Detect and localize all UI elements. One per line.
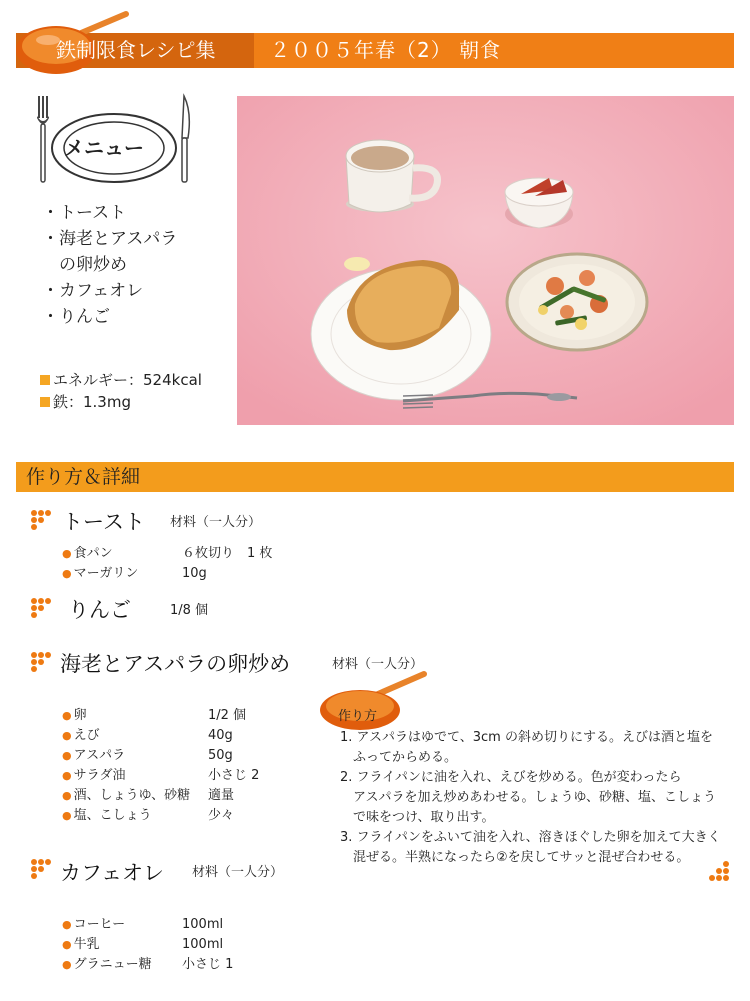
method-step-line: 3. フライパンをふいて油を入れ、溶きほぐした卵を加えて大きく xyxy=(340,830,721,845)
recipe-note-cafe: 材料（一人分） xyxy=(192,865,284,880)
ingredient-row: ● コーヒー 100ml xyxy=(62,917,224,932)
menu-item: ・トースト xyxy=(42,203,127,223)
bullet-dot-icon: ● xyxy=(62,769,72,782)
page-subtitle: ２００５年春（2） 朝食 xyxy=(270,38,502,62)
menu-item: ・海老とアスパラ xyxy=(42,229,178,249)
nutrition-energy: エネルギー：524kcal xyxy=(40,369,202,391)
recipe-note-shrimp: 材料（一人分） xyxy=(332,657,424,672)
bullet-dot-icon: ● xyxy=(62,918,72,931)
breakfast-photo xyxy=(237,96,734,425)
ingredient-row: ● サラダ油 小さじ 2 xyxy=(62,768,260,783)
ingredient-row: ● 牛乳 100ml xyxy=(62,937,224,952)
bullet-dot-icon: ● xyxy=(62,789,72,802)
bullet-dot-icon: ● xyxy=(62,958,72,971)
menu-item: の卵炒め xyxy=(42,255,127,275)
method-steps xyxy=(340,728,740,868)
method-step-line: ふってからめる。 xyxy=(340,750,458,765)
method-label: 作り方 xyxy=(338,709,378,724)
bullet-dot-icon: ● xyxy=(62,709,72,722)
ingredient-row: ● えび 40g xyxy=(62,728,233,743)
orange-dots-icon xyxy=(30,509,52,531)
ingredient-row: ● 酒、しょうゆ、砂糖 適量 xyxy=(62,788,235,803)
orange-dots-corner-icon xyxy=(704,860,730,886)
menu-list xyxy=(42,200,177,330)
recipe-note-toast: 材料（一人分） xyxy=(170,515,262,530)
method-step-line: 1. アスパラはゆでて、3cm の斜め切りにする。えびは酒と塩を xyxy=(340,730,713,745)
menu-label: メニュー xyxy=(64,136,144,160)
page-title: 鉄制限食レシピ集 xyxy=(56,38,216,62)
ingredient-row: ● グラニュー糖 小さじ 1 xyxy=(62,957,234,972)
nutrition-iron: 鉄：1.3mg xyxy=(40,391,131,413)
method-step-line: 2. フライパンに油を入れ、えびを炒める。色が変わったら xyxy=(340,770,682,785)
ingredient-row: ● 卵 1/2 個 xyxy=(62,708,247,723)
method-step-line: 混ぜる。半熟になったら②を戻してサッと混ぜ合わせる。 xyxy=(340,850,690,865)
bullet-dot-icon: ● xyxy=(62,938,72,951)
ingredient-row: ● 食パン ６枚切り 1 枚 xyxy=(62,546,273,561)
bullet-dot-icon: ● xyxy=(62,567,72,580)
ingredient-row: ● 塩、こしょう 少々 xyxy=(62,808,235,823)
ingredient-row: ● マーガリン 10g xyxy=(62,566,207,581)
ingredient-row: ● アスパラ 50g xyxy=(62,748,233,763)
method-step-line: で味をつけ、取り出す。 xyxy=(340,810,495,825)
bullet-dot-icon: ● xyxy=(62,729,72,742)
bullet-dot-icon: ● xyxy=(62,749,72,762)
knife-icon xyxy=(182,96,189,182)
recipe-title-toast: トースト xyxy=(62,510,145,534)
orange-dots-icon xyxy=(30,651,52,673)
recipe-note-apple: 1/8 個 xyxy=(170,603,209,618)
orange-dots-icon xyxy=(30,597,52,619)
fork-icon xyxy=(37,96,49,182)
method-step-line: アスパラを加え炒めあわせる。しょうゆ、砂糖、塩、こしょう xyxy=(340,790,716,805)
recipe-title-apple: りんご xyxy=(68,598,131,622)
menu-item: ・カフェオレ xyxy=(42,281,144,301)
bullet-square-icon xyxy=(40,397,50,407)
orange-dots-icon xyxy=(30,858,52,880)
recipe-title-shrimp: 海老とアスパラの卵炒め xyxy=(60,652,291,676)
section-title: 作り方＆詳細 xyxy=(26,466,141,488)
menu-item: ・りんご xyxy=(42,307,110,327)
bullet-dot-icon: ● xyxy=(62,809,72,822)
bullet-dot-icon: ● xyxy=(62,547,72,560)
bullet-square-icon xyxy=(40,375,50,385)
recipe-title-cafe: カフェオレ xyxy=(60,861,164,885)
